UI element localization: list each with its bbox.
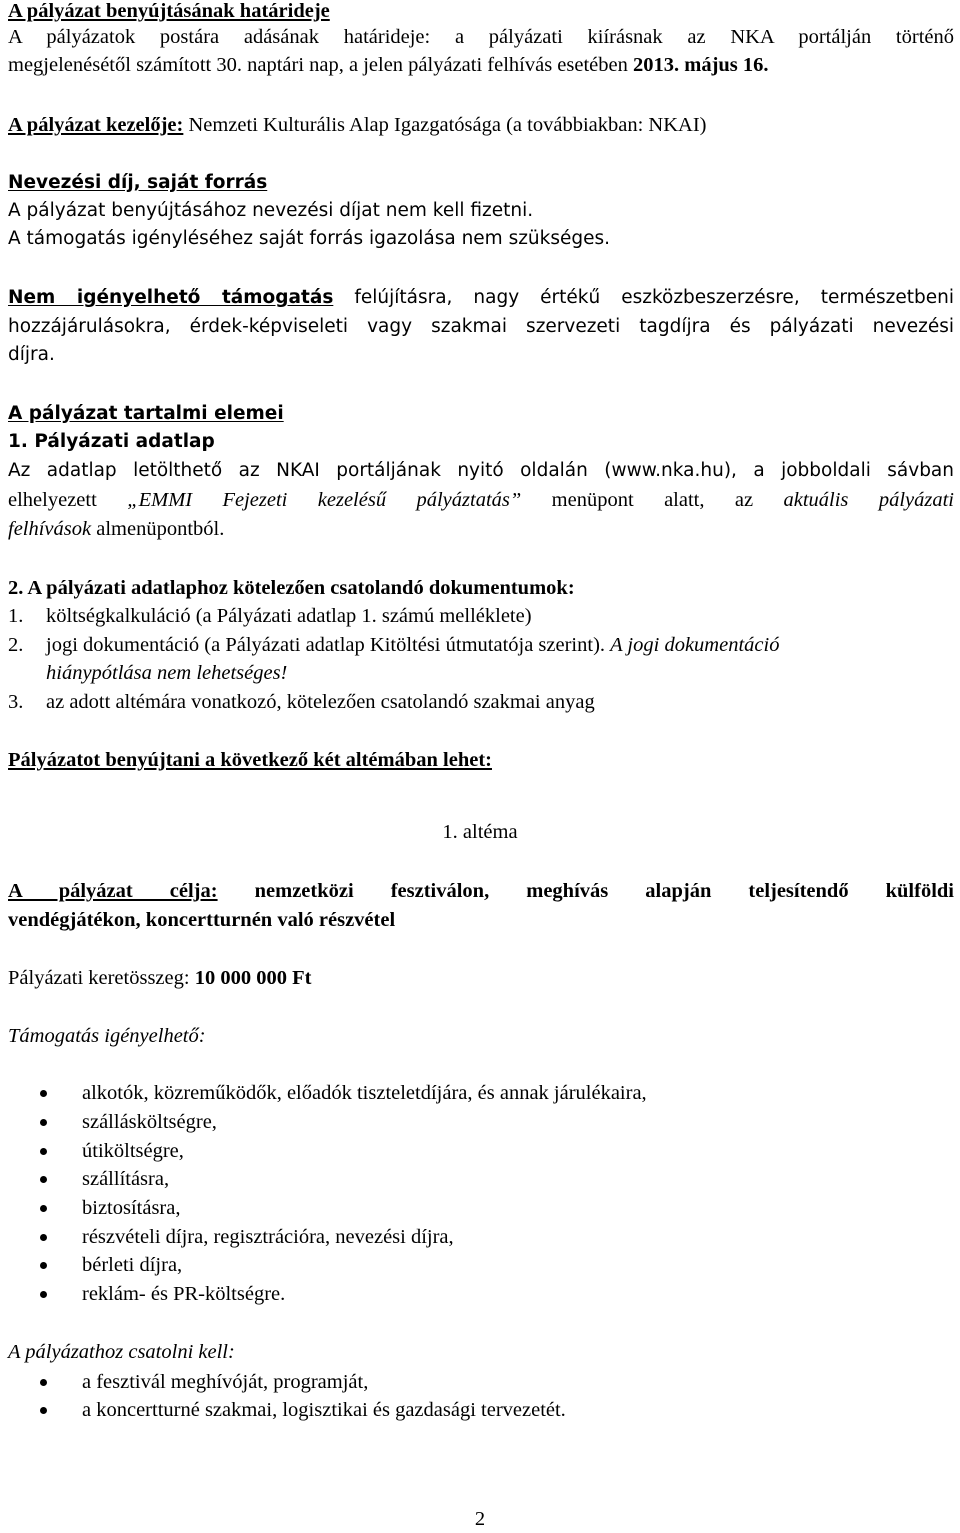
attach-heading: A pályázathoz csatolni kell: bbox=[8, 1341, 235, 1363]
not-eligible-line-3: díjra. bbox=[8, 344, 55, 365]
not-eligible-line-1 bbox=[8, 284, 954, 312]
document-item-number: 3. bbox=[8, 691, 24, 713]
subtopic-title: 1. altéma bbox=[442, 821, 518, 843]
document-item-note: A jogi dokumentáció bbox=[610, 634, 780, 656]
not-eligible-text: felújításra, nagy értékű eszközbeszerzésre, természetbeni bbox=[333, 287, 954, 308]
deadline-text: megjelenésétől számított 30. naptári nap, a jelen pályázati felhívás esetében bbox=[8, 54, 633, 76]
handler-text: Nemzeti Kulturális Alap Igazgatósága (a továbbiakban: NKAI) bbox=[183, 114, 707, 136]
subtopics-heading: Pályázatot benyújtani a következő két altémában lehet: bbox=[8, 749, 492, 771]
goal-text: nemzetközi fesztiválon, meghívás alapján teljesítendő külföldi bbox=[217, 880, 954, 902]
datasheet-line-2 bbox=[8, 486, 954, 514]
deadline-line-1: A pályázatok postára adásának határideje: a pályázati kiírásnak az NKA portálján történő bbox=[8, 26, 954, 48]
fee-line-2: A támogatás igényléséhez saját forrás igazolása nem szükséges. bbox=[8, 228, 611, 249]
document-item-number: 1. bbox=[8, 605, 24, 627]
deadline-date: 2013. május 16. bbox=[633, 54, 769, 76]
submenu-name-2: felhívások bbox=[8, 518, 92, 540]
bullet-icon bbox=[40, 1234, 47, 1241]
budget-line bbox=[8, 964, 311, 992]
support-item-text: szállásköltségre, bbox=[82, 1111, 217, 1133]
document-item bbox=[8, 602, 532, 630]
not-eligible-label: Nem igényelhető támogatás bbox=[8, 287, 334, 308]
handler-label: A pályázat kezelője: bbox=[8, 114, 184, 136]
bullet-icon bbox=[40, 1148, 47, 1155]
document-item-text: költségkalkuláció (a Pályázati adatlap 1. számú melléklete) bbox=[46, 605, 532, 627]
document-item bbox=[8, 688, 595, 716]
not-eligible-line-2: hozzájárulásokra, érdek-képviseleti vagy szakmai szervezeti tagdíjra és pályázati nevezési bbox=[8, 316, 954, 337]
document-item bbox=[8, 631, 779, 659]
document-item-number: 2. bbox=[8, 634, 24, 656]
support-item-text: reklám- és PR-költségre. bbox=[82, 1283, 286, 1305]
handler-line bbox=[8, 111, 706, 139]
budget-value: 10 000 000 Ft bbox=[194, 967, 312, 989]
support-heading: Támogatás igényelhető: bbox=[8, 1025, 206, 1047]
budget-label: Pályázati keretösszeg: bbox=[8, 967, 195, 989]
attach-item-text: a koncertturné szakmai, logisztikai és gazdasági tervezetét. bbox=[82, 1399, 566, 1421]
support-item-text: útiköltségre, bbox=[82, 1140, 184, 1162]
document-item-text: jogi dokumentáció (a Pályázati adatlap Kitöltési útmutatója szerint). bbox=[46, 634, 611, 656]
bullet-icon bbox=[40, 1262, 47, 1269]
goal-line-2: vendégjátékon, koncertturnén való részvétel bbox=[8, 909, 396, 931]
datasheet-text-5: almenüpontból. bbox=[91, 518, 225, 540]
bullet-icon bbox=[40, 1119, 47, 1126]
document-item-note-cont: hiánypótlása nem lehetséges! bbox=[46, 662, 288, 684]
documents-heading: 2. A pályázati adatlaphoz kötelezően csatolandó dokumentumok: bbox=[8, 577, 575, 599]
attach-item-text: a fesztivál meghívóját, programját, bbox=[82, 1371, 369, 1393]
bullet-icon bbox=[40, 1407, 47, 1414]
goal-label: A pályázat célja: bbox=[8, 880, 218, 902]
goal-line-1 bbox=[8, 877, 954, 905]
support-item-text: biztosításra, bbox=[82, 1197, 181, 1219]
support-item-text: szállításra, bbox=[82, 1168, 170, 1190]
menu-item-name: „EMMI Fejezeti kezelésű pályáztatás” bbox=[127, 489, 522, 511]
datasheet-text-1: Az adatlap letölthető az NKAI portáljának nyitó oldalán ( bbox=[8, 460, 612, 481]
bullet-icon bbox=[40, 1379, 47, 1386]
page-number: 2 bbox=[474, 1508, 486, 1530]
fee-line-1: A pályázat benyújtásához nevezési díjat nem kell fizetni. bbox=[8, 200, 534, 221]
nka-link[interactable]: www.nka.hu bbox=[611, 460, 724, 481]
deadline-heading: A pályázat benyújtásának határideje bbox=[8, 0, 330, 22]
support-item-text: alkotók, közreműködők, előadók tiszteletdíjára, és annak járulékaira, bbox=[82, 1082, 647, 1104]
deadline-line-2 bbox=[8, 51, 769, 79]
document-item-text: az adott altémára vonatkozó, kötelezően csatolandó szakmai anyag bbox=[46, 691, 595, 713]
fee-heading: Nevezési díj, saját forrás bbox=[8, 172, 268, 193]
datasheet-text-3: elhelyezett bbox=[8, 489, 128, 511]
bullet-icon bbox=[40, 1090, 47, 1097]
datasheet-line-3 bbox=[8, 515, 224, 543]
submenu-name-1: aktuális pályázati bbox=[783, 489, 954, 511]
support-item-text: részvételi díjra, regisztrációra, nevezési díjra, bbox=[82, 1226, 454, 1248]
support-item-text: bérleti díjra, bbox=[82, 1254, 183, 1276]
datasheet-text-4: menüpont alatt, az bbox=[521, 489, 784, 511]
datasheet-text-2: ), a jobboldali sávban bbox=[723, 460, 954, 481]
contents-heading: A pályázat tartalmi elemei bbox=[8, 403, 284, 424]
datasheet-line-1 bbox=[8, 457, 954, 485]
bullet-icon bbox=[40, 1205, 47, 1212]
bullet-icon bbox=[40, 1176, 47, 1183]
datasheet-heading: 1. Pályázati adatlap bbox=[8, 431, 215, 452]
bullet-icon bbox=[40, 1291, 47, 1298]
